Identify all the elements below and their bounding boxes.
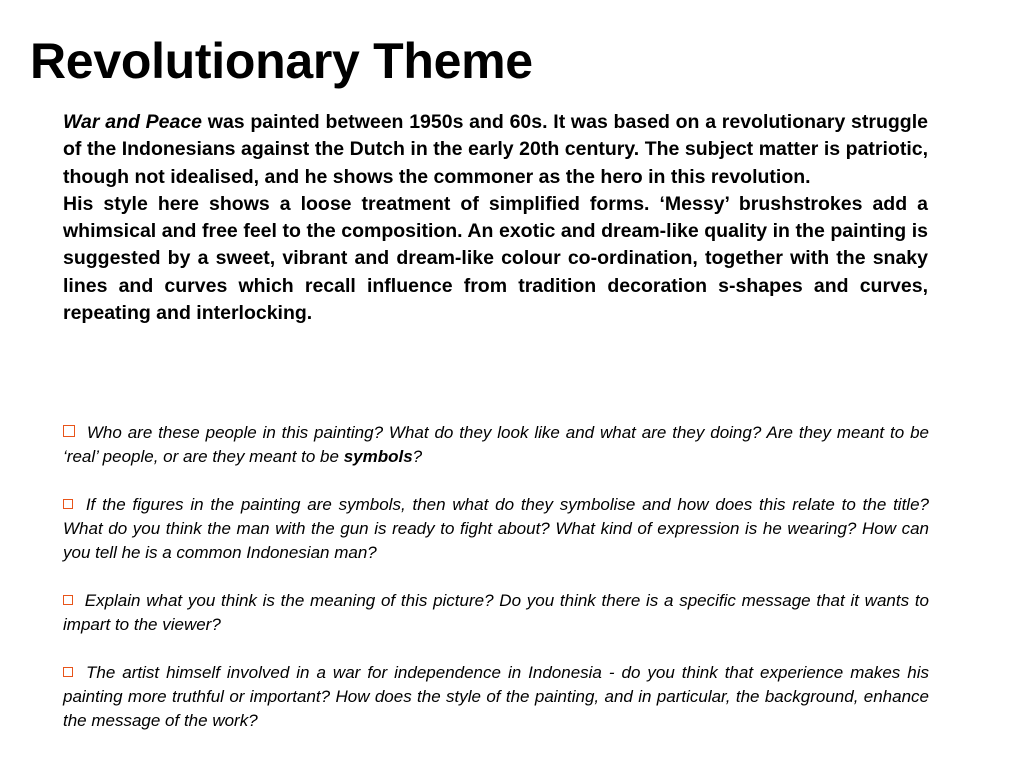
question-item-1 [63,421,929,469]
square-bullet-icon [63,667,73,677]
question-item-3 [63,589,929,637]
question-4-text: The artist himself involved in a war for independence in Indonesia - do you think that experience makes his painting more truthful or important? How does the style of the painting, and in particular, the background, enhance the message of the work? [63,663,929,730]
square-bullet-icon [63,425,75,437]
question-2-text: If the figures in the painting are symbols, then what do they symbolise and how does this relate to the title? What do you think the man with the gun is ready to fight about? What kind of expression is he wearing? How can you tell he is a common Indonesian man? [63,495,929,562]
question-1-emphasis: symbols [343,447,413,466]
slide-title: Revolutionary Theme [30,33,533,89]
question-list [63,421,929,757]
question-3-text: Explain what you think is the meaning of this picture? Do you think there is a specific message that it wants to impart to the viewer? [63,591,929,634]
question-item-4 [63,661,929,733]
body-text [63,109,928,327]
paragraph-style: His style here shows a loose treatment of simplified forms. ‘Messy’ brushstrokes add a whimsical and free feel to the composition. An exotic and dream-like quality in the painting is suggested by a sweet, vibrant and dream-like colour co-ordination, together with the snaky lines and curves which recall influence from tradition decoration s-shapes and curves, repeating and interlocking. [63,192,928,325]
paragraph-war-and-peace [63,109,928,191]
square-bullet-icon [63,595,73,605]
paragraph-1-text: was painted between 1950s and 60s. It was based on a revolutionary struggle of the Indonesians against the Dutch in the early 20th century. The subject matter is patriotic, though not idealised, and he shows the commoner as the hero in this revolution. [63,111,928,188]
question-1-text: Who are these people in this painting? What do they look like and what are they doing? Are they meant to be ‘real’ people, or are they meant to be [63,423,929,466]
square-bullet-icon [63,499,73,509]
question-1-end: ? [412,447,423,466]
question-item-2 [63,493,929,565]
work-title: War and Peace [63,111,203,133]
